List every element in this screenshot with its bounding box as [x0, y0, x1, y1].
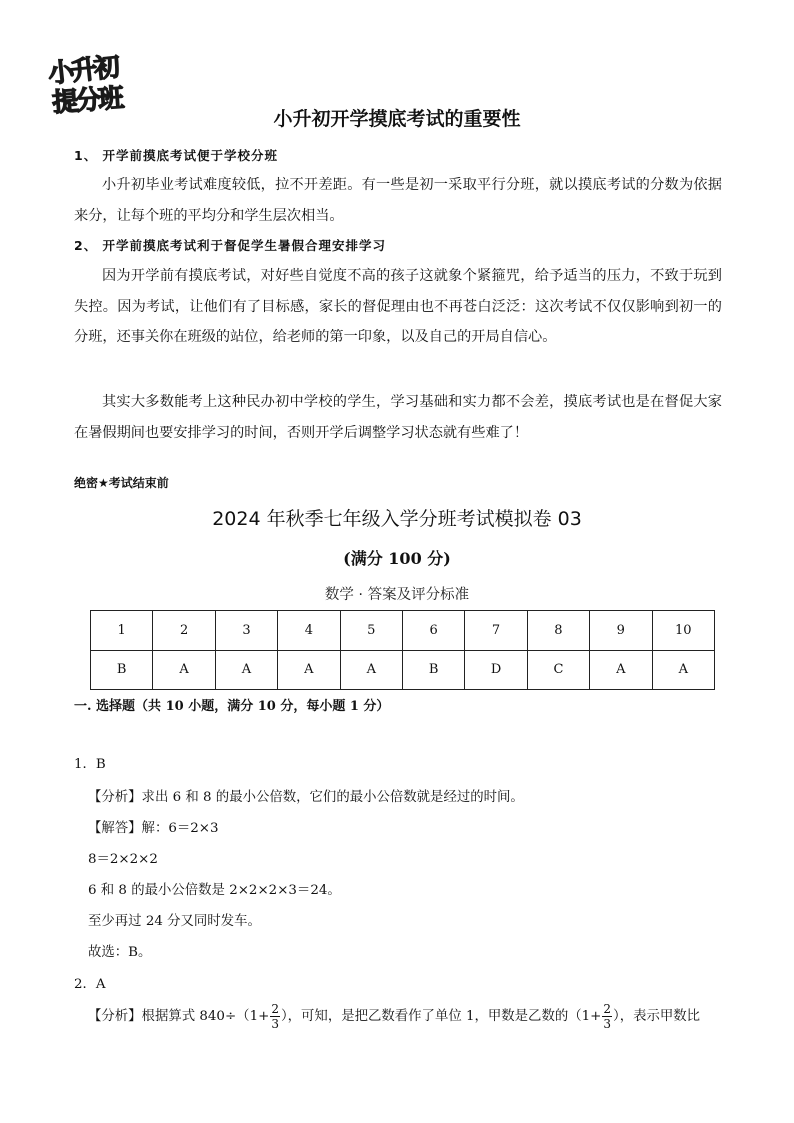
table-cell-number: 10 — [652, 611, 714, 651]
table-cell-answer: B — [91, 650, 153, 690]
table-cell-number: 2 — [153, 611, 215, 651]
question-2-text-d: ），表示甲数比 — [613, 1009, 701, 1024]
fraction — [602, 1002, 612, 1031]
fraction — [270, 1002, 280, 1031]
table-cell-number: 6 — [402, 611, 464, 651]
subject-line: 数学 · 答案及评分标准 — [324, 587, 470, 603]
intro-paragraph-3: 其实大多数能考上这种民办初中学校的学生，学习基础和实力都不会差，摸底考试也是在督促大家在暑假期间也要安排学习的时间，否则开学后调整学习状态就有些难了！ — [74, 394, 722, 441]
table-cell-number: 5 — [340, 611, 402, 651]
answer-table — [90, 610, 715, 690]
question-1-analysis: 【分析】求出 6 和 8 的最小公倍数，它们的最小公倍数就是经过的时间。 — [88, 790, 524, 805]
answer-table-numbers-row — [91, 611, 715, 651]
answer-table-answers-row — [91, 650, 715, 690]
question-1-solution: 【解答】解：6＝2×3 — [88, 821, 219, 836]
question-2-text-c: ），可知，是把乙数看作了单位 1，甲数是乙数的（1+ — [280, 1009, 602, 1024]
table-cell-number: 9 — [590, 611, 652, 651]
question-2-text-b: 1+ — [249, 1009, 270, 1024]
table-cell-answer: A — [590, 650, 652, 690]
table-cell-number: 4 — [278, 611, 340, 651]
table-cell-answer: A — [215, 650, 277, 690]
table-cell-answer: A — [153, 650, 215, 690]
question-2-text-a: 【分析】根据算式 840÷（ — [88, 1009, 250, 1024]
fraction-denominator: 3 — [271, 1017, 279, 1031]
question-1-head: 1．B — [74, 757, 106, 772]
table-cell-answer: A — [652, 650, 714, 690]
question-1-line4: 至少再过 24 分又同时发车。 — [88, 914, 261, 929]
fraction-numerator: 2 — [603, 1002, 612, 1016]
section-title: 一. 选择题（共 10 小题，满分 10 分，每小题 1 分） — [74, 699, 390, 714]
question-2-analysis — [88, 1002, 700, 1031]
table-cell-answer: A — [278, 650, 340, 690]
exam-title: 2024 年秋季七年级入学分班考试模拟卷 03 — [212, 508, 582, 530]
logo-line1: 小升初 — [46, 52, 119, 90]
table-cell-number: 7 — [465, 611, 527, 651]
fraction-denominator: 3 — [603, 1017, 612, 1031]
table-cell-answer: C — [527, 650, 589, 690]
question-2-head: 2．A — [74, 977, 106, 992]
table-cell-number: 3 — [215, 611, 277, 651]
table-cell-answer: A — [340, 650, 402, 690]
question-1-choice: 故选：B。 — [88, 945, 152, 960]
table-cell-answer: D — [465, 650, 527, 690]
question-1-line2: 8＝2×2×2 — [88, 852, 158, 867]
table-cell-number: 8 — [527, 611, 589, 651]
table-cell-answer: B — [402, 650, 464, 690]
intro-title: 小升初开学摸底考试的重要性 — [273, 108, 521, 130]
intro-paragraph-2: 因为开学前有摸底考试，对好些自觉度不高的孩子这就象个紧箍咒，给予适当的压力，不致于玩到失控。因为考试，让他们有了目标感，家长的督促理由也不再苍白泛泛：这次考试不仅仅影响到初一的分班，还事关你在班级的站位，给老师的第一印象，以及自己的开局自信心。 — [74, 268, 722, 345]
intro-heading-2: 2、 开学前摸底考试利于督促学生暑假合理安排学习 — [74, 238, 387, 253]
question-1-line3: 6 和 8 的最小公倍数是 2×2×2×3＝24。 — [88, 883, 341, 898]
table-cell-number: 1 — [91, 611, 153, 651]
logo-line2: 提分班 — [51, 83, 123, 119]
fraction-numerator: 2 — [271, 1002, 279, 1016]
full-marks: (满分 100 分) — [343, 549, 451, 568]
confidential-label: 绝密★考试结束前 — [74, 476, 169, 490]
intro-heading-1: 1、 开学前摸底考试便于学校分班 — [74, 148, 279, 163]
intro-paragraph-1: 小升初毕业考试难度较低，拉不开差距。有一些是初一采取平行分班，就以摸底考试的分数为依据来分，让每个班的平均分和学生层次相当。 — [74, 177, 722, 224]
